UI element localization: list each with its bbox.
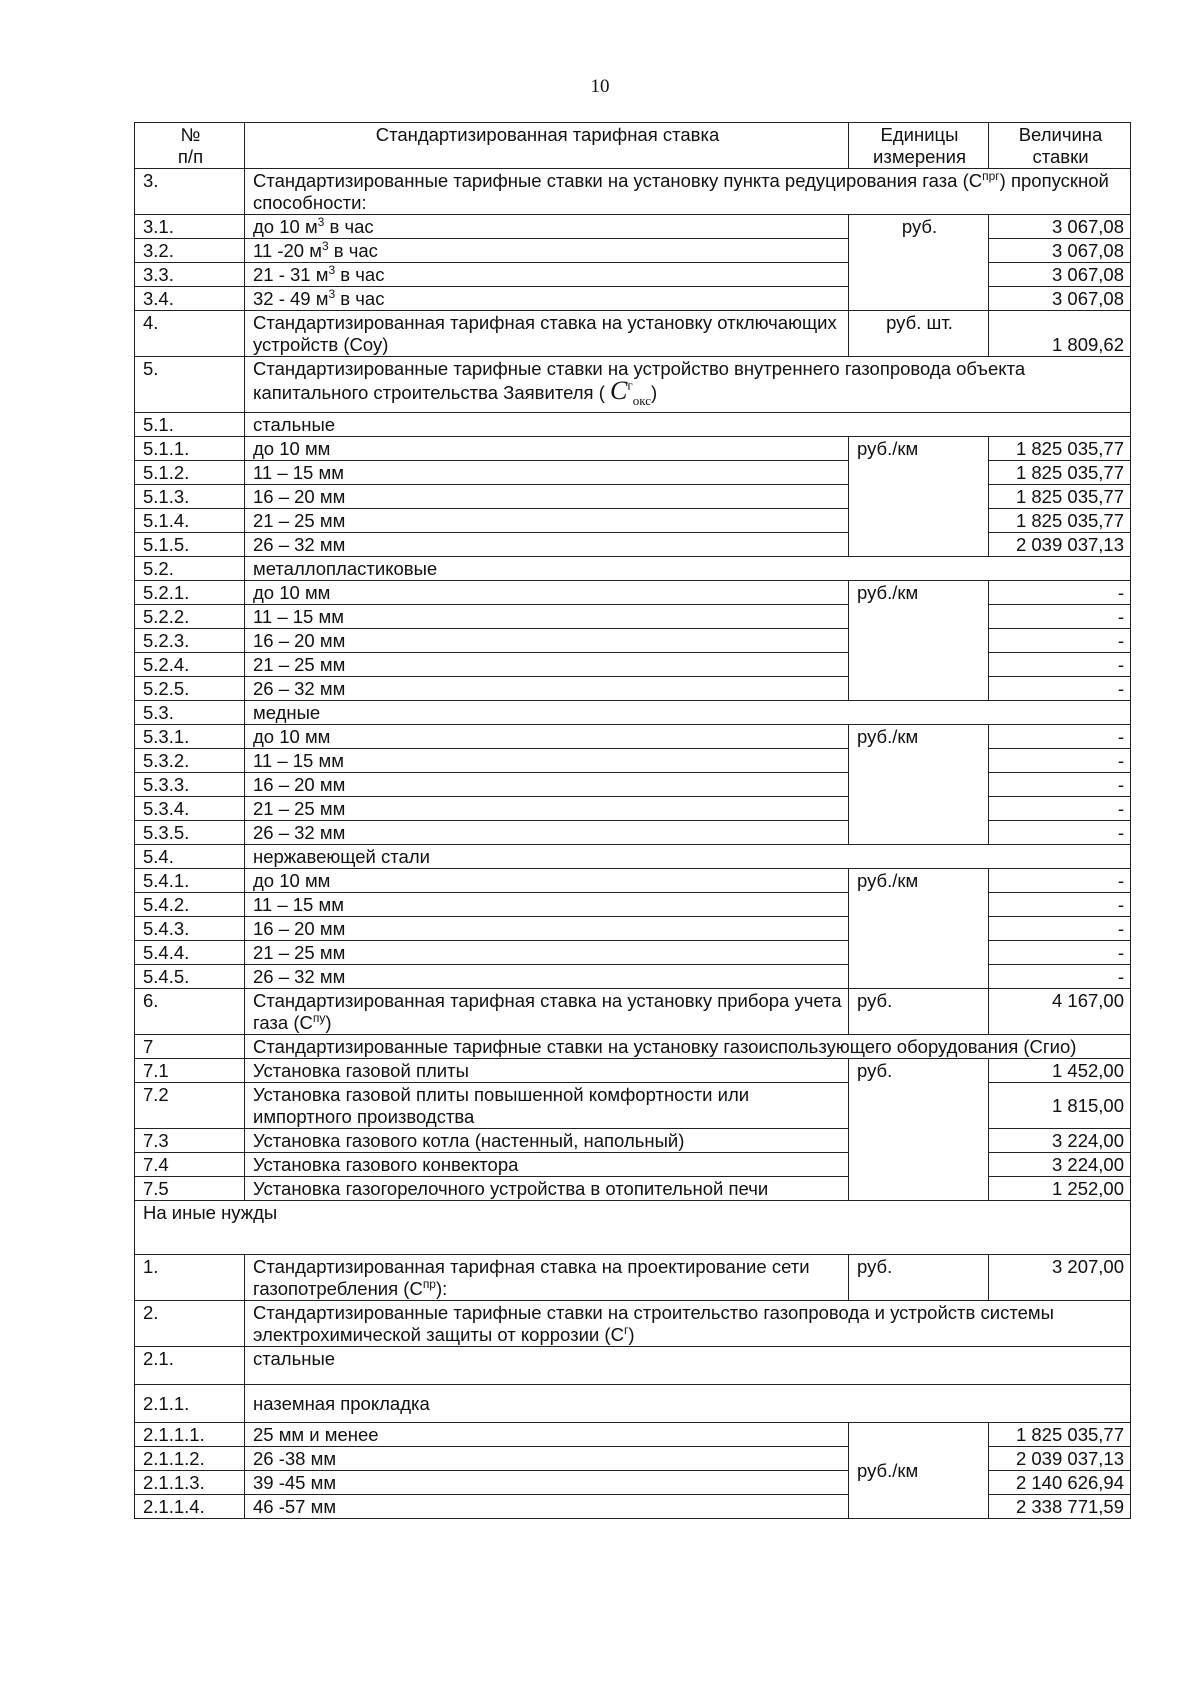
row-text: 46 -57 мм <box>245 1495 849 1519</box>
row-value: - <box>989 605 1131 629</box>
row-text: 11 – 15 мм <box>245 749 849 773</box>
row-text: Установка газового конвектора <box>245 1153 849 1177</box>
row-number: 5.1. <box>135 413 245 437</box>
row-unit: руб./км <box>849 1423 989 1519</box>
row-text: Установка газовой плиты <box>245 1059 849 1083</box>
row-number: 1. <box>135 1255 245 1301</box>
row-value: 1 809,62 <box>989 311 1131 357</box>
row-value: 3 067,08 <box>989 287 1131 311</box>
table-row <box>135 557 1131 581</box>
row-number: 7.5 <box>135 1177 245 1201</box>
row-text: 26 – 32 мм <box>245 533 849 557</box>
row-number: 2.1.1.4. <box>135 1495 245 1519</box>
row-text: 26 – 32 мм <box>245 821 849 845</box>
row-number: 3.4. <box>135 287 245 311</box>
row-unit: руб. <box>849 1255 989 1301</box>
table-row <box>135 1035 1131 1059</box>
row-value: 1 252,00 <box>989 1177 1131 1201</box>
row-unit: руб./км <box>849 725 989 845</box>
header-num: № п/п <box>135 123 245 169</box>
row-number: 5.2.4. <box>135 653 245 677</box>
row-text: 21 – 25 мм <box>245 941 849 965</box>
row-value: - <box>989 821 1131 845</box>
row-value: 3 224,00 <box>989 1129 1131 1153</box>
row-number: 5.4.3. <box>135 917 245 941</box>
table-row <box>135 215 1131 239</box>
table-row <box>135 725 1131 749</box>
row-text: Установка газовой плиты повышенной комфортности или импортного производства <box>245 1083 849 1129</box>
row-value: - <box>989 773 1131 797</box>
row-number: 3.3. <box>135 263 245 287</box>
row-value: 1 452,00 <box>989 1059 1131 1083</box>
row-value: - <box>989 581 1131 605</box>
row-value: 2 140 626,94 <box>989 1471 1131 1495</box>
table-row <box>135 437 1131 461</box>
table-row <box>135 845 1131 869</box>
row-value: - <box>989 677 1131 701</box>
row-value: - <box>989 725 1131 749</box>
row-number: 7 <box>135 1035 245 1059</box>
row-number: 5.1.1. <box>135 437 245 461</box>
row-number: 5.1.4. <box>135 509 245 533</box>
table-row <box>135 413 1131 437</box>
row-value: - <box>989 749 1131 773</box>
row-text: 16 – 20 мм <box>245 485 849 509</box>
row-text: Стандартизированная тарифная ставка на проектирование сети газопотребления $(С^{пр})$: <box>245 1255 849 1301</box>
row-number: 5.2. <box>135 557 245 581</box>
row-number: 7.4 <box>135 1153 245 1177</box>
row-text: 25 мм и менее <box>245 1423 849 1447</box>
row-text: металлопластиковые <box>245 557 1131 581</box>
row-number: 7.1 <box>135 1059 245 1083</box>
row-number: 2.1.1.3. <box>135 1471 245 1495</box>
row-text: 21 – 25 мм <box>245 653 849 677</box>
row-number: 5.2.2. <box>135 605 245 629</box>
row-number: 5.4.5. <box>135 965 245 989</box>
header-name: Стандартизированная тарифная ставка <box>245 123 849 169</box>
row-value: 4 167,00 <box>989 989 1131 1035</box>
row-number: 6. <box>135 989 245 1035</box>
tariff-table <box>134 122 1131 1519</box>
row-text: Стандартизированные тарифные ставки на установку газоиспользующего оборудования (Сгио) <box>245 1035 1131 1059</box>
row-text: 26 – 32 мм <box>245 677 849 701</box>
row-text: Стандартизированные тарифные ставки на установку пункта редуцирования газа $(С^{прг})$ пропускной способности: <box>245 169 1131 215</box>
row-number: 5.3.1. <box>135 725 245 749</box>
row-value: 1 825 035,77 <box>989 485 1131 509</box>
row-text: 16 – 20 мм <box>245 629 849 653</box>
row-text: Установка газового котла (настенный, напольный) <box>245 1129 849 1153</box>
table-row <box>135 357 1131 413</box>
table-row <box>135 169 1131 215</box>
row-number: 5. <box>135 357 245 413</box>
row-number: 5.4.1. <box>135 869 245 893</box>
row-number: 5.3.4. <box>135 797 245 821</box>
row-text: до 10 мм <box>245 581 849 605</box>
row-text: Установка газогорелочного устройства в отопительной печи <box>245 1177 849 1201</box>
row-text: Стандартизированная тарифная ставка на установку прибора учета газа $(С^{пу})$ <box>245 989 849 1035</box>
row-value: 3 224,00 <box>989 1153 1131 1177</box>
row-number: 5.3.5. <box>135 821 245 845</box>
row-unit: руб./км <box>849 437 989 557</box>
row-value: - <box>989 797 1131 821</box>
row-number: 2.1.1.1. <box>135 1423 245 1447</box>
row-unit: руб./км <box>849 869 989 989</box>
table-row <box>135 1423 1131 1447</box>
table-row <box>135 1059 1131 1083</box>
row-text: 16 – 20 мм <box>245 917 849 941</box>
row-number: 5.4.2. <box>135 893 245 917</box>
row-text: до 10 мм <box>245 725 849 749</box>
row-value: - <box>989 965 1131 989</box>
row-value: 1 825 035,77 <box>989 1423 1131 1447</box>
row-text: стальные <box>245 1347 1131 1385</box>
row-number: 3.2. <box>135 239 245 263</box>
row-text: Стандартизированная тарифная ставка на установку отключающих устройств (Соу) <box>245 311 849 357</box>
row-text: 11 -20 $м^3$ в час <box>245 239 849 263</box>
row-unit: руб. <box>849 215 989 311</box>
row-number: 5.2.1. <box>135 581 245 605</box>
row-text: Стандартизированные тарифные ставки на устройство внутреннего газопровода объекта капитального строительства Заявителя ( $C^г_{окс}$) <box>245 357 1131 413</box>
section-row <box>135 1201 1131 1255</box>
row-value: - <box>989 629 1131 653</box>
row-value: 1 825 035,77 <box>989 437 1131 461</box>
table-row <box>135 869 1131 893</box>
row-number: 2. <box>135 1301 245 1347</box>
row-text: наземная прокладка <box>245 1385 1131 1423</box>
row-unit: руб./км <box>849 581 989 701</box>
row-number: 2.1.1. <box>135 1385 245 1423</box>
row-value: 3 207,00 <box>989 1255 1131 1301</box>
row-text: нержавеющей стали <box>245 845 1131 869</box>
row-number: 5.3.2. <box>135 749 245 773</box>
row-value: 1 815,00 <box>989 1083 1131 1129</box>
row-number: 5.1.5. <box>135 533 245 557</box>
row-text: 39 -45 мм <box>245 1471 849 1495</box>
row-value: 3 067,08 <box>989 263 1131 287</box>
table-row <box>135 311 1131 357</box>
formula-c-oks: $C^г_{окс}$ <box>610 376 651 409</box>
table-row <box>135 1385 1131 1423</box>
row-text: медные <box>245 701 1131 725</box>
row-value: 3 067,08 <box>989 215 1131 239</box>
row-number: 5.1.2. <box>135 461 245 485</box>
row-text: 11 – 15 мм <box>245 605 849 629</box>
row-value: - <box>989 941 1131 965</box>
row-text: 16 – 20 мм <box>245 773 849 797</box>
row-number: 5.4. <box>135 845 245 869</box>
table-row <box>135 989 1131 1035</box>
row-text: 26 -38 мм <box>245 1447 849 1471</box>
row-number: 2.1.1.2. <box>135 1447 245 1471</box>
row-value: 1 825 035,77 <box>989 509 1131 533</box>
row-number: 5.2.5. <box>135 677 245 701</box>
row-unit: руб. шт. <box>849 311 989 357</box>
row-text: 11 – 15 мм <box>245 893 849 917</box>
row-number: 5.1.3. <box>135 485 245 509</box>
row-text: стальные <box>245 413 1131 437</box>
row-text: 26 – 32 мм <box>245 965 849 989</box>
row-text: 32 - 49 $м^3$ в час <box>245 287 849 311</box>
table-row <box>135 1255 1131 1301</box>
row-value: 3 067,08 <box>989 239 1131 263</box>
row-value: - <box>989 653 1131 677</box>
row-value: - <box>989 869 1131 893</box>
row-number: 3. <box>135 169 245 215</box>
row-number: 5.2.3. <box>135 629 245 653</box>
page-number: 10 <box>590 76 610 97</box>
row-number: 3.1. <box>135 215 245 239</box>
row-value: - <box>989 917 1131 941</box>
row-text: Стандартизированные тарифные ставки на строительство газопровода и устройств системы электрохимической защиты от коррозии $(С^г)$ <box>245 1301 1131 1347</box>
row-number: 2.1. <box>135 1347 245 1385</box>
table-row <box>135 701 1131 725</box>
row-text: 21 – 25 мм <box>245 797 849 821</box>
row-value: - <box>989 893 1131 917</box>
row-number: 5.4.4. <box>135 941 245 965</box>
row-text: до 10 мм <box>245 437 849 461</box>
table-row <box>135 1347 1131 1385</box>
row-text: 21 – 25 мм <box>245 509 849 533</box>
row-text: до 10 $м^3$ в час <box>245 215 849 239</box>
table-row <box>135 1301 1131 1347</box>
row-unit: руб. <box>849 1059 989 1201</box>
row-text: 11 – 15 мм <box>245 461 849 485</box>
row-number: 5.3. <box>135 701 245 725</box>
table-header-row <box>135 123 1131 169</box>
row-number: 7.2 <box>135 1083 245 1129</box>
section-title: На иные нужды <box>135 1201 1131 1255</box>
row-value: 2 039 037,13 <box>989 533 1131 557</box>
row-text: 21 - 31 $м^3$ в час <box>245 263 849 287</box>
row-text: до 10 мм <box>245 869 849 893</box>
header-unit: Единицы измерения <box>849 123 989 169</box>
row-value: 1 825 035,77 <box>989 461 1131 485</box>
row-value: 2 338 771,59 <box>989 1495 1131 1519</box>
table-row <box>135 581 1131 605</box>
header-value: Величина ставки <box>989 123 1131 169</box>
row-value: 2 039 037,13 <box>989 1447 1131 1471</box>
row-unit: руб. <box>849 989 989 1035</box>
row-number: 7.3 <box>135 1129 245 1153</box>
row-number: 4. <box>135 311 245 357</box>
row-number: 5.3.3. <box>135 773 245 797</box>
